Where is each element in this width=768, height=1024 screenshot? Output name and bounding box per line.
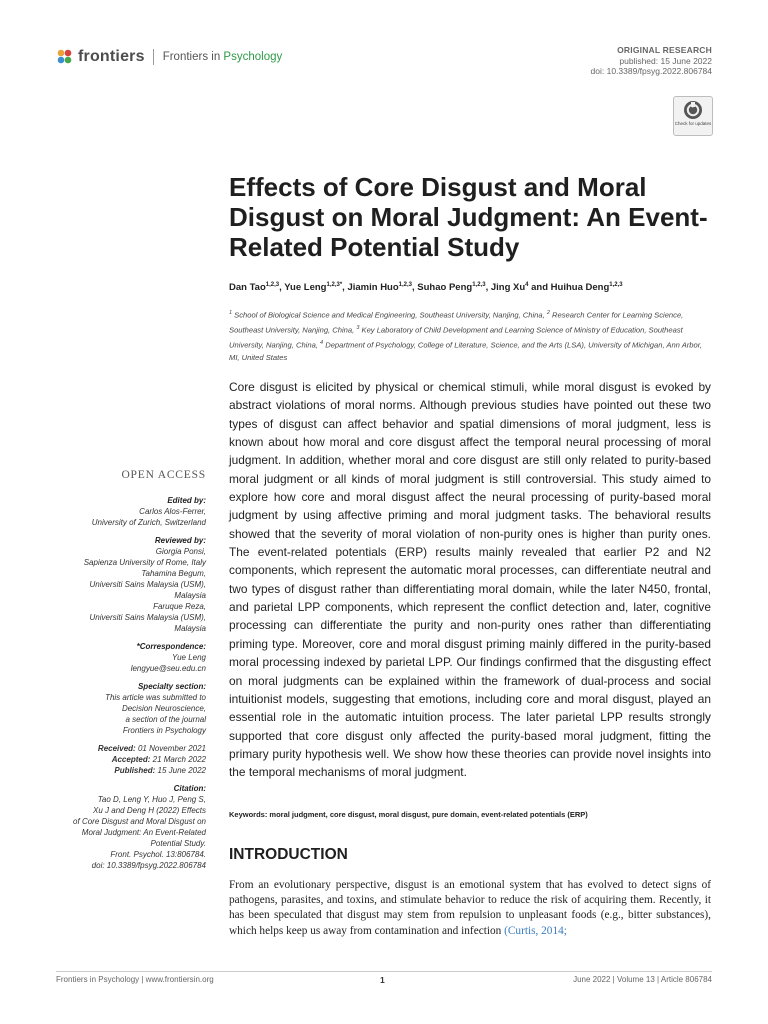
sidebar-line: Frontiers in Psychology — [122, 726, 206, 735]
footer-divider — [56, 971, 712, 972]
received-date-row — [30, 743, 206, 754]
keywords: Keywords: moral judgment, core disgust, moral disgust, pure domain, event-related potentials (ERP) — [229, 810, 588, 819]
citation-label: Citation: — [173, 784, 206, 793]
affiliation-text: Research Center for Learning Science, Southeast University, Nanjing, China, — [229, 310, 684, 335]
author-name[interactable]: Suhao Peng — [417, 282, 473, 294]
author-affiliation-marker: 1,2,3 — [472, 282, 486, 288]
page-number: 1 — [380, 975, 385, 985]
author-name[interactable]: Yue Leng — [284, 282, 327, 294]
affiliation-marker: 3 — [356, 324, 360, 331]
accepted-date: 21 March 2022 — [152, 755, 206, 764]
citation-list — [30, 794, 206, 871]
check-for-updates-button[interactable] — [673, 96, 713, 136]
reviewed-by-list — [30, 546, 206, 634]
reviewed-by-label: Reviewed by: — [154, 536, 206, 545]
sidebar-line: Sapienza University of Rome, Italy — [83, 558, 206, 567]
journal-accent: Psychology — [223, 51, 283, 63]
sidebar-line[interactable]: lengyue@seu.edu.cn — [130, 664, 206, 673]
sidebar-line: of Core Disgust and Moral Disgust on — [73, 817, 206, 826]
abstract: Core disgust is elicited by physical or chemical stimuli, while moral disgust is evoked by abstract violations of moral norms. Although previous studies have pointed out these two types of disgust can affect behavior and spatial dimensions of moral judgment, less is known about how moral and core disgust affect the temporal neural processing of moral judgment. In addition, whether moral and core disgust are still only related to purity-based moral judgment or all kinds of moral judgment is still controversial. This study aimed to explore how core and moral disgust affect the neural processing of purity-based moral judgment by using affective priming and moral judgment tasks. The behavioral results showed that the severity of moral violation of non-purity ones is higher than purity ones. The event-related potentials (ERP) results mainly revealed that earlier P2 and N2 components, which represent the automatic moral processes, can differentiate neutral and two types of disgust rather than differentiating moral domain, while the later N450, frontal, and parietal LPP components, which represent the conflict detection and, later, cognitive processing can differentiate the purity and non-purity ones rather than differentiating priming type. Moreover, core and moral disgust priming mainly differed in the purity-based moral processing indexed by parietal LPP. Our findings confirmed that the disgusting effect on moral judgments can be explained within the framework of dual-process and social intuitionist models, suggesting that emotions, including core and moral disgust, played an essential role in the automatic intuition process. The later parietal LPP results strongly supported that core disgust only affected the purity-based moral judgment, fitting the primary purity hypothesis well. We show how these theories can provide novel insights into the temporal mechanisms of moral judgment. — [229, 380, 711, 780]
author-affiliation-marker: 1,2,3* — [326, 282, 343, 288]
article-title: Effects of Core Disgust and Moral Disgust on Moral Judgment: An Event-Related Potential Study — [229, 172, 708, 262]
brand-name: frontiers — [78, 48, 145, 65]
published-date: published: 15 June 2022 — [619, 55, 712, 66]
sidebar-line: Giorgia Ponsi, — [155, 547, 206, 556]
author-name[interactable]: Jiamin Huo — [347, 282, 399, 294]
sidebar-line: Carlos Alos-Ferrer, — [139, 507, 206, 516]
doi-link[interactable]: doi: 10.3389/fpsyg.2022.806784 — [590, 66, 712, 76]
open-access-label: OPEN ACCESS — [121, 469, 206, 481]
check-updates-icon — [683, 100, 703, 120]
affiliations — [229, 307, 714, 365]
frontiers-leaf-icon — [56, 48, 74, 66]
sidebar-line: doi: 10.3389/fpsyg.2022.806784 — [91, 861, 206, 870]
author-name[interactable]: Huihua Deng — [550, 282, 610, 294]
introduction-heading: INTRODUCTION — [229, 846, 348, 863]
article-meta — [591, 45, 712, 77]
footer-journal[interactable]: Frontiers in Psychology | www.frontiersin.org — [56, 975, 214, 984]
author-affiliation-marker: 1,2,3 — [398, 282, 413, 288]
journal-prefix: Frontiers in — [162, 51, 224, 63]
check-updates-label: Check for updates — [674, 121, 712, 126]
citation-link[interactable]: (Curtis, 2014; — [504, 924, 567, 937]
accepted-date-row — [30, 754, 206, 765]
published-date-row — [30, 765, 206, 776]
frontiers-logo[interactable] — [56, 46, 282, 68]
edited-by-list — [30, 506, 206, 528]
introduction-text — [229, 878, 711, 939]
sidebar-line: University of Zurich, Switzerland — [91, 518, 206, 527]
sidebar-line: Yue Leng — [172, 653, 206, 662]
edited-by-label: Edited by: — [167, 496, 206, 505]
sidebar-line: Malaysia — [174, 624, 206, 633]
sidebar-line: Potential Study. — [150, 839, 206, 848]
sidebar-line: Front. Psychol. 13:806784. — [110, 850, 206, 859]
author-affiliation-marker: 1,2,3 — [609, 282, 623, 288]
sidebar-line: Moral Judgment: An Event-Related — [81, 828, 206, 837]
received-date: 01 November 2021 — [137, 744, 206, 753]
specialty-section-list — [30, 692, 206, 736]
sidebar-line: Xu J and Deng H (2022) Effects — [93, 806, 206, 815]
sidebar-line: This article was submitted to — [105, 693, 206, 702]
author-list: Dan Tao$^{1,2,3}$, Yue Leng$^{1,2,3*}$, Jiamin Huo$^{1,2,3}$, Suhao Peng$^{1,2,3}$, Jing Xu$^4$ and Huihua Deng$^{1,2,3}$ — [229, 282, 623, 294]
sidebar-line: Faruque Reza, — [153, 602, 206, 611]
author-affiliation-marker: 4 — [525, 282, 529, 288]
article-type: ORIGINAL RESEARCH — [617, 45, 712, 55]
sidebar-line: Decision Neuroscience, — [121, 704, 206, 713]
author-affiliation-marker: 1,2,3 — [265, 282, 280, 288]
sidebar-line: Tahamina Begum, — [141, 569, 206, 578]
affiliation-marker: 4 — [320, 339, 324, 346]
received-label: Received: — [97, 744, 136, 753]
author-name[interactable]: Dan Tao — [229, 282, 266, 294]
affiliation-text: Department of Psychology, College of Literature, Science, and the Arts (LSA), University of Michigan, Ann Arbor, MI, United States — [229, 340, 702, 363]
sidebar-line: Universiti Sains Malaysia (USM), — [89, 613, 206, 622]
affiliation-marker: 2 — [546, 310, 550, 316]
correspondence-label: *Correspondence: — [136, 642, 206, 651]
journal-name — [163, 51, 283, 63]
published-date-sidebar: 15 June 2022 — [157, 766, 206, 775]
accepted-label: Accepted: — [111, 755, 151, 764]
footer-issue: June 2022 | Volume 13 | Article 806784 — [573, 975, 712, 984]
sidebar-line: a section of the journal — [125, 715, 206, 724]
published-label: Published: — [114, 766, 156, 775]
affiliation-marker: 1 — [229, 310, 233, 316]
affiliation-text: Key Laboratory of Child Development and Learning Science of Ministry of Education, Southeast University, Nanjing, China, — [229, 325, 683, 350]
logo-divider — [153, 49, 154, 65]
sidebar-line: Malaysia — [174, 591, 206, 600]
sidebar-line: Universiti Sains Malaysia (USM), — [89, 580, 206, 589]
sidebar-line: Tao D, Leng Y, Huo J, Peng S, — [97, 795, 206, 804]
article-info-sidebar — [30, 495, 206, 871]
correspondence-list — [30, 652, 206, 674]
affiliation-text: School of Biological Science and Medical Engineering, Southeast University, Nanjing, China, — [232, 310, 547, 320]
introduction-body: From an evolutionary perspective, disgust is an emotional system that has evolved to detect signs of pathogens, parasites, and toxins, and stimulate behavior to reduce the risk of acquiring them. Recently, it has been speculated that disgust may stem from repulsion to unpleasant foods (e.g., bitter substances), which helps keep us away from contamination and infection — [229, 879, 711, 937]
specialty-section-label: Specialty section: — [137, 682, 206, 691]
author-name[interactable]: Jing Xu — [490, 282, 526, 294]
